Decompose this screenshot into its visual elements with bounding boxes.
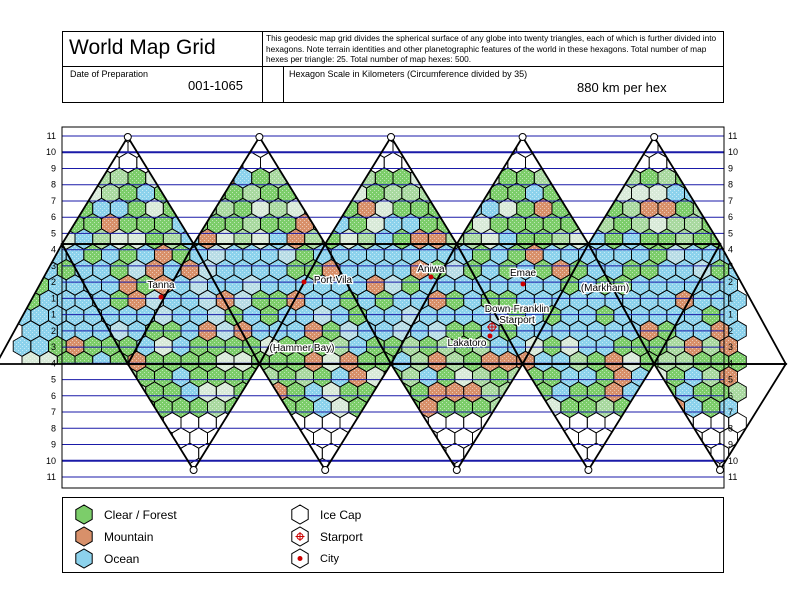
row-label-left: 3 bbox=[50, 342, 56, 353]
row-label-left: 7 bbox=[50, 196, 56, 206]
row-label-right: 4 bbox=[728, 244, 734, 255]
row-label-left: 5 bbox=[50, 228, 56, 239]
legend-item bbox=[290, 504, 361, 525]
city-icon bbox=[302, 280, 307, 285]
row-label-left: 4 bbox=[50, 358, 56, 369]
row-label-right: 6 bbox=[728, 212, 734, 223]
legend-label: Starport bbox=[320, 529, 363, 544]
legend-item bbox=[290, 548, 339, 569]
row-label-right: 9 bbox=[728, 439, 734, 450]
row-label-right: 8 bbox=[728, 179, 734, 190]
place-label: Lakatoro bbox=[447, 338, 487, 349]
place-hammer-bay bbox=[269, 343, 334, 354]
place-label: Aniwa bbox=[417, 264, 445, 275]
row-label-right: 7 bbox=[728, 196, 734, 206]
row-label-right: 4 bbox=[728, 358, 734, 369]
row-label-right: 8 bbox=[728, 423, 734, 434]
row-label-right: 10 bbox=[728, 147, 739, 158]
legend-label: Ocean bbox=[104, 551, 140, 566]
city-icon bbox=[488, 334, 493, 339]
ice-cap-hex-icon bbox=[290, 504, 310, 525]
row-label-left: 1 bbox=[50, 293, 56, 304]
row-label-left: 10 bbox=[45, 455, 56, 466]
row-label-left: 3 bbox=[50, 260, 56, 271]
row-label-right: 5 bbox=[728, 228, 734, 239]
row-label-left: 6 bbox=[50, 212, 56, 223]
mountain-hex-icon bbox=[74, 526, 94, 547]
row-label-left: 11 bbox=[46, 472, 56, 482]
row-label-left: 9 bbox=[50, 439, 56, 450]
city-icon bbox=[290, 548, 310, 569]
place-label: Emae bbox=[509, 268, 537, 279]
row-label-right: 11 bbox=[728, 131, 738, 141]
row-label-right: 3 bbox=[728, 342, 734, 353]
row-label-left: 2 bbox=[50, 277, 56, 288]
row-label-left: 11 bbox=[46, 131, 56, 141]
starport-icon bbox=[290, 526, 310, 547]
legend-item bbox=[74, 548, 139, 569]
row-label-left: 8 bbox=[50, 179, 56, 190]
city-icon bbox=[159, 295, 164, 300]
place-markham bbox=[581, 283, 629, 294]
city-icon bbox=[429, 275, 434, 280]
row-label-right: 6 bbox=[728, 390, 734, 401]
row-label-left: 8 bbox=[50, 423, 56, 434]
city-icon bbox=[521, 282, 526, 287]
row-label-left: 9 bbox=[50, 163, 56, 174]
row-label-left: 5 bbox=[50, 374, 56, 385]
row-label-right: 1 bbox=[728, 309, 734, 320]
legend-label: Ice Cap bbox=[320, 507, 362, 522]
legend-label: Mountain bbox=[104, 529, 154, 544]
date-label: Date of Preparation bbox=[70, 69, 149, 79]
row-label-right: 2 bbox=[728, 277, 734, 288]
row-label-left: 10 bbox=[45, 147, 56, 158]
scale-value: 880 km per hex bbox=[577, 80, 667, 95]
row-label-left: 1 bbox=[50, 309, 56, 320]
page-title: World Map Grid bbox=[69, 36, 216, 59]
ocean-hex-icon bbox=[74, 548, 94, 569]
row-label-right: 5 bbox=[728, 374, 734, 385]
row-label-right: 10 bbox=[728, 455, 739, 466]
legend-item bbox=[74, 526, 153, 547]
legend-label: Clear / Forest bbox=[104, 507, 177, 522]
row-label-right: 7 bbox=[728, 407, 734, 417]
place-label: Port-Vila bbox=[313, 275, 353, 286]
forest-hex-icon bbox=[74, 504, 94, 525]
map-description: This geodesic map grid divides the spherical surface of any globe into twenty triangles, each of which is further divided into hexagons. Note terrain identities and other planetographic features of the world in these hexagons. Total number of map hexes per triangle: 25. Total number of map hexes: 500. bbox=[266, 33, 717, 64]
place-label: (Markham) bbox=[580, 283, 630, 294]
row-label-right: 11 bbox=[728, 472, 738, 482]
row-label-right: 3 bbox=[728, 260, 734, 271]
place-label: (Hammer Bay) bbox=[269, 343, 335, 354]
legend-label: City bbox=[320, 552, 339, 565]
scale-label: Hexagon Scale in Kilometers (Circumference divided by 35) bbox=[289, 69, 528, 79]
row-label-left: 4 bbox=[50, 244, 56, 255]
row-label-left: 7 bbox=[50, 407, 56, 417]
legend-item bbox=[290, 526, 363, 547]
row-label-left: 2 bbox=[50, 325, 56, 336]
place-label: Down-Franklin Starport bbox=[484, 304, 550, 326]
row-label-right: 1 bbox=[728, 293, 734, 304]
row-label-left: 6 bbox=[50, 390, 56, 401]
legend-item bbox=[74, 504, 177, 525]
row-label-right: 9 bbox=[728, 163, 734, 174]
date-value: 001-1065 bbox=[188, 78, 243, 93]
place-label: Tanna bbox=[147, 280, 175, 291]
row-label-right: 2 bbox=[728, 325, 734, 336]
